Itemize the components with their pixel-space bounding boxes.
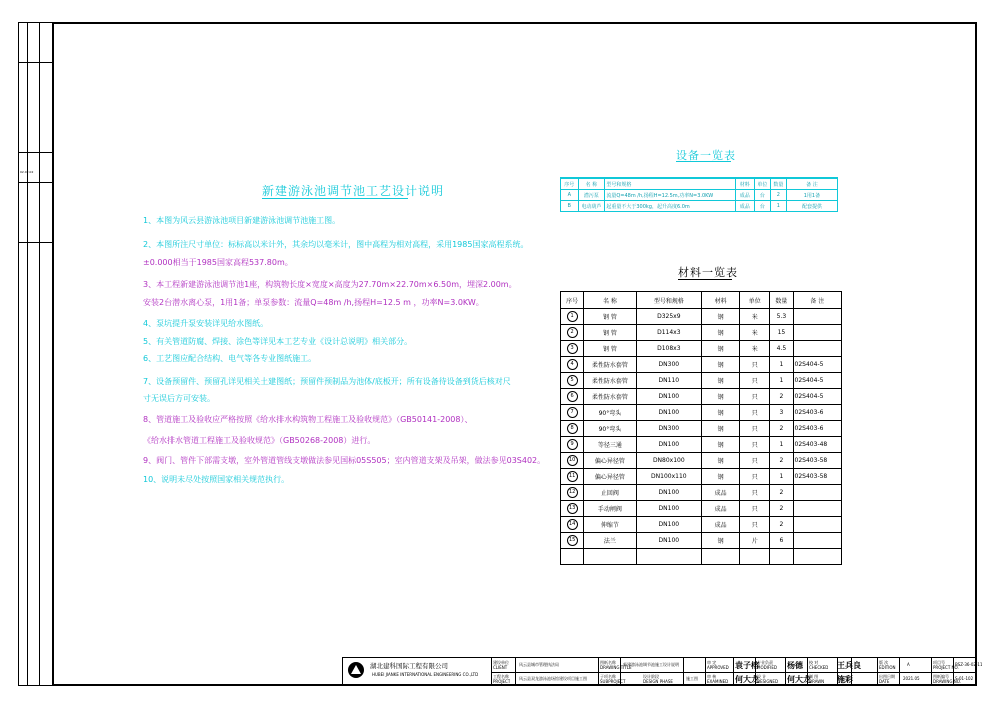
row-number-circle: 8 (567, 423, 578, 434)
note-line: 9、阀门、管件下部需支墩，室外管道管线支墩做法参见国标05S505；室内管道支架及吊架，做法参见03S402。 (143, 456, 546, 465)
note-line: 8、管道施工及验收应严格按照《给水排水构筑物工程施工及验收规范》（GB50141-2008）、 (143, 415, 473, 424)
approved-signature: 袁子榕 (735, 660, 759, 670)
materials-row (561, 437, 842, 453)
edition-value: A (907, 662, 910, 667)
materials-row (561, 517, 842, 533)
row-number-circle: 2 (567, 327, 578, 338)
materials-cell: DN100 (636, 501, 701, 517)
company-name-en: HUBEI JIANKE INTERNATIONAL ENGINEERING CO.,LTD (372, 672, 479, 677)
notes-title-underline (262, 198, 408, 199)
row-number-circle: 1 (567, 311, 578, 322)
materials-cell: 2 (770, 421, 793, 437)
materials-cell (636, 549, 701, 565)
materials-row (561, 533, 842, 549)
company-logo-icon (346, 660, 366, 680)
equipment-title: 设备一览表 (676, 149, 736, 162)
materials-cell: 1 (770, 469, 793, 485)
materials-cell (561, 533, 584, 549)
materials-cell: 2 (770, 501, 793, 517)
materials-cell: 1 (770, 357, 793, 373)
note-line: 寸无误后方可安装。 (143, 394, 215, 403)
row-number-circle: 14 (567, 519, 578, 530)
materials-cell: 02S403-48 (793, 437, 841, 453)
materials-cell: DN100 (636, 389, 701, 405)
row-number-circle: 12 (567, 487, 578, 498)
company-name: 湖北建科国际工程有限公司 (370, 662, 448, 670)
note-line: 《给水排水管道工程施工及验收规范》（GB50268-2008）进行。 (143, 436, 376, 445)
materials-cell: 只 (740, 485, 770, 501)
materials-cell: DN100 (636, 437, 701, 453)
materials-cell: 5.3 (770, 309, 793, 325)
materials-cell: 成品 (702, 485, 740, 501)
row-number-circle: 4 (567, 359, 578, 370)
materials-cell (793, 309, 841, 325)
materials-row (561, 341, 842, 357)
equipment-cell: 电动葫芦 (578, 201, 605, 212)
note-line: 2、本图所注尺寸单位：标标高以米计外，其余均以毫米计，图中高程为相对高程，采用1985国家高程系统。 (143, 240, 529, 249)
equipment-cell: 成品 (735, 201, 754, 212)
materials-cell: 片 (740, 533, 770, 549)
materials-cell: 02S404-5 (793, 373, 841, 389)
row-number-circle: 10 (567, 455, 578, 466)
row-number-circle: 6 (567, 391, 578, 402)
client-value: 风云县城市管理执法局 (519, 662, 559, 667)
equipment-header-cell: 名 称 (578, 178, 605, 190)
materials-row (561, 405, 842, 421)
materials-cell (561, 517, 584, 533)
materials-row (561, 485, 842, 501)
materials-cell: D114x3 (636, 325, 701, 341)
materials-cell: 只 (740, 453, 770, 469)
designed-signature: 何大龙 (787, 674, 811, 684)
materials-cell (561, 357, 584, 373)
materials-cell: 钢 (702, 341, 740, 357)
drawing-value: 新建游泳池调节池施工设计说明 (623, 662, 679, 667)
row-number-circle: 5 (567, 375, 578, 386)
row-number-circle: 9 (567, 439, 578, 450)
materials-cell: 2 (770, 485, 793, 501)
row-number-circle: 13 (567, 503, 578, 514)
materials-cell: DN100 (636, 405, 701, 421)
note-line: 1、本图为风云县游泳池项目新建游泳池调节池施工图。 (143, 216, 341, 225)
equipment-header-cell: 型号和规格 (605, 178, 735, 190)
materials-cell: 15 (770, 325, 793, 341)
materials-cell: 2 (770, 389, 793, 405)
materials-row (561, 389, 842, 405)
materials-row (561, 453, 842, 469)
equipment-header-cell: 数量 (770, 178, 786, 190)
materials-cell (561, 421, 584, 437)
equipment-cell: 1 (770, 201, 786, 212)
materials-cell: 米 (740, 341, 770, 357)
equipment-row (561, 190, 838, 201)
note-line: 4、泵坑提升泵安装详见给水图纸。 (143, 319, 269, 328)
designed-label: 设 计 DESIGNED (757, 674, 779, 684)
materials-cell: 等径三通 (584, 437, 636, 453)
materials-cell: 钢 (702, 373, 740, 389)
number-label: 图纸编号 DRAWING NO. (933, 674, 961, 684)
materials-cell (793, 485, 841, 501)
materials-cell (561, 485, 584, 501)
materials-cell: 钢 (702, 533, 740, 549)
date-value: 2021.05 (903, 676, 920, 681)
materials-header-cell: 备 注 (793, 292, 841, 309)
materials-cell: 钢 (702, 309, 740, 325)
materials-cell: 钢 (702, 421, 740, 437)
equipment-header-cell: 序号 (561, 178, 579, 190)
code-value: BSZ-36-02-11 (955, 662, 983, 667)
materials-cell: 成品 (702, 517, 740, 533)
materials-cell: 90°弯头 (584, 405, 636, 421)
materials-row (561, 421, 842, 437)
materials-cell (740, 549, 770, 565)
materials-cell: 02S403-58 (793, 469, 841, 485)
materials-cell: 90°弯头 (584, 421, 636, 437)
materials-cell: DN80x100 (636, 453, 701, 469)
materials-cell: DN300 (636, 357, 701, 373)
materials-header-cell: 材料 (702, 292, 740, 309)
materials-cell: 钢 (702, 437, 740, 453)
materials-cell: 手动闸阀 (584, 501, 636, 517)
materials-cell (702, 549, 740, 565)
note-line: 6、工艺图应配合结构、电气等各专业图纸施工。 (143, 354, 317, 363)
materials-cell (561, 453, 584, 469)
row-number-circle: 15 (567, 535, 578, 546)
materials-cell (561, 405, 584, 421)
materials-cell: DN100 (636, 533, 701, 549)
equipment-title-underline (676, 161, 731, 162)
materials-header-cell: 数量 (770, 292, 793, 309)
note-line: 10、说明未尽处按照国家相关规范执行。 (143, 475, 290, 484)
equipment-cell: A (561, 190, 579, 201)
note-line: 5、有关管道防腐、焊接、涂色等详见本工艺专业《设计总说明》相关部分。 (143, 337, 413, 346)
materials-cell (561, 549, 584, 565)
materials-cell: 02S404-5 (793, 357, 841, 373)
code-label: 项目号 PROJECT NO. (933, 660, 959, 670)
materials-cell: 2 (770, 453, 793, 469)
notes-title: 新建游泳池调节池工艺设计说明 (262, 184, 445, 198)
row-number-circle: 7 (567, 407, 578, 418)
binding-strip-text: 02.02.02 (20, 170, 34, 174)
equipment-cell: 1用1备 (786, 190, 837, 201)
materials-cell (561, 437, 584, 453)
materials-cell: 成品 (702, 501, 740, 517)
materials-cell: 4.5 (770, 341, 793, 357)
materials-cell: 钢 管 (584, 325, 636, 341)
materials-cell (793, 341, 841, 357)
materials-cell (793, 533, 841, 549)
materials-cell: 钢 (702, 389, 740, 405)
equipment-cell: 流量Q=48m /h,扬程H=12.5m,功率N=3.0KW (605, 190, 735, 201)
materials-cell: 法兰 (584, 533, 636, 549)
row-number-circle: 3 (567, 343, 578, 354)
project-value: 风云县双龙游泳池场馆建设项目施工图 (519, 676, 587, 681)
materials-header-cell: 名 称 (584, 292, 636, 309)
materials-header-row (561, 292, 842, 309)
drawing-label: 图纸名称 DRAWING TITLE (600, 660, 632, 670)
approved-label: 审 定 APPROVED (707, 660, 729, 670)
materials-cell: 3 (770, 405, 793, 421)
modified-signature: 杨德 (787, 660, 803, 670)
materials-cell (561, 341, 584, 357)
equipment-row (561, 201, 838, 212)
design-stage-value: 施工图 (686, 676, 698, 681)
materials-cell (793, 517, 841, 533)
equipment-cell: 潜污泵 (578, 190, 605, 201)
materials-cell: 只 (740, 517, 770, 533)
materials-cell: DN110 (636, 373, 701, 389)
equipment-cell: 台 (754, 201, 770, 212)
materials-cell: 只 (740, 469, 770, 485)
materials-cell: 02S403-58 (793, 453, 841, 469)
equipment-cell: 台 (754, 190, 770, 201)
materials-cell: 02S404-5 (793, 389, 841, 405)
materials-cell: 只 (740, 357, 770, 373)
materials-row (561, 501, 842, 517)
materials-cell (793, 325, 841, 341)
materials-cell: 钢 (702, 325, 740, 341)
materials-cell: DN100 (636, 517, 701, 533)
materials-cell: D108x3 (636, 341, 701, 357)
checked-label: 校 对 CHECKED (809, 660, 829, 670)
materials-cell: 柔性防水套管 (584, 373, 636, 389)
materials-cell: 6 (770, 533, 793, 549)
materials-row (561, 357, 842, 373)
materials-cell: 偏心异径管 (584, 469, 636, 485)
materials-cell (561, 373, 584, 389)
materials-cell: 柔性防水套管 (584, 389, 636, 405)
materials-header-cell: 单位 (740, 292, 770, 309)
project-label: 工程名称 PROJECT (493, 674, 511, 684)
materials-header-cell: 序号 (561, 292, 584, 309)
checked-signature: 王兵良 (837, 660, 861, 670)
materials-row (561, 469, 842, 485)
materials-table (560, 291, 842, 565)
materials-cell: 伸缩节 (584, 517, 636, 533)
drawn-signature: 施彩 (837, 674, 853, 684)
materials-title: 材料一览表 (678, 266, 738, 279)
materials-cell: DN300 (636, 421, 701, 437)
equipment-cell: 起重量不大于300kg，起升高度6.0m (605, 201, 735, 212)
materials-cell: 2 (770, 517, 793, 533)
materials-row (561, 325, 842, 341)
materials-cell: 钢 (702, 453, 740, 469)
equipment-table (560, 177, 838, 212)
equipment-header-cell: 备 注 (786, 178, 837, 190)
modified-label: 专业负责 MODIFIED (757, 660, 777, 670)
materials-row (561, 549, 842, 565)
materials-cell: 02S403-6 (793, 405, 841, 421)
materials-cell: 只 (740, 421, 770, 437)
materials-cell: 柔性防水套管 (584, 357, 636, 373)
materials-row (561, 373, 842, 389)
note-line: 安装2台潜水离心泵，1用1备；单泵参数：流量Q=48m /h,扬程H=12.5 m ，功率N=3.0KW。 (143, 298, 484, 307)
equipment-header-cell: 单位 (754, 178, 770, 190)
equipment-cell: 配套提供 (786, 201, 837, 212)
materials-cell: 钢 (702, 405, 740, 421)
materials-cell (561, 325, 584, 341)
materials-cell: DN100x110 (636, 469, 701, 485)
materials-cell: 偏心异径管 (584, 453, 636, 469)
materials-cell: 只 (740, 501, 770, 517)
design-stage-label: 设计阶段 DESIGN PHASE (643, 674, 673, 684)
equipment-header-row (561, 178, 838, 190)
materials-row (561, 309, 842, 325)
edition-label: 版 次 EDITION (879, 660, 896, 670)
equipment-cell: 成品 (735, 190, 754, 201)
examined-label: 审 核 EXAMINED (707, 674, 729, 684)
client-label: 建设单位 CLIENT (493, 660, 509, 670)
materials-header-cell: 型号和规格 (636, 292, 701, 309)
materials-cell (793, 549, 841, 565)
materials-cell: 只 (740, 389, 770, 405)
materials-cell: 1 (770, 437, 793, 453)
materials-cell: 只 (740, 373, 770, 389)
note-line: 7、设备预留件、预留孔详见相关土建图纸；预留件预制品为池体/底板开；所有设备待设备到货后核对尺 (143, 377, 511, 386)
materials-cell: 02S403-6 (793, 421, 841, 437)
materials-cell (561, 501, 584, 517)
note-line: 3、本工程新建游泳池调节池1座，构筑物长度×宽度×高度为27.70m×22.70m×6.50m，埋深2.00m。 (143, 280, 517, 289)
materials-cell: 钢 管 (584, 341, 636, 357)
materials-cell: 只 (740, 405, 770, 421)
materials-cell (561, 389, 584, 405)
materials-cell: DN100 (636, 485, 701, 501)
materials-title-underline (678, 279, 732, 280)
row-number-circle: 11 (567, 471, 578, 482)
materials-cell: 1 (770, 373, 793, 389)
materials-cell: 米 (740, 309, 770, 325)
note-line: ±0.000相当于1985国家高程537.80m。 (143, 258, 293, 267)
materials-cell: 止回阀 (584, 485, 636, 501)
materials-cell (793, 501, 841, 517)
materials-cell (561, 309, 584, 325)
materials-cell (584, 549, 636, 565)
subitem-label: 子项名称 SUBPROJECT (600, 674, 626, 684)
materials-cell: 钢 (702, 357, 740, 373)
equipment-header-cell: 材料 (735, 178, 754, 190)
number-value: S-01-102 (955, 676, 974, 681)
binding-strip (18, 22, 52, 686)
materials-cell: 钢 管 (584, 309, 636, 325)
date-label: 出图日期 DATE (879, 674, 895, 684)
equipment-cell: 2 (770, 190, 786, 201)
drawn-label: 制 图 DRAWN (809, 674, 825, 684)
materials-cell (770, 549, 793, 565)
materials-cell: D325x9 (636, 309, 701, 325)
equipment-cell: B (561, 201, 579, 212)
examined-signature: 何大龙 (735, 674, 759, 684)
materials-cell: 米 (740, 325, 770, 341)
materials-cell: 钢 (702, 469, 740, 485)
materials-cell: 只 (740, 437, 770, 453)
materials-cell (561, 469, 584, 485)
